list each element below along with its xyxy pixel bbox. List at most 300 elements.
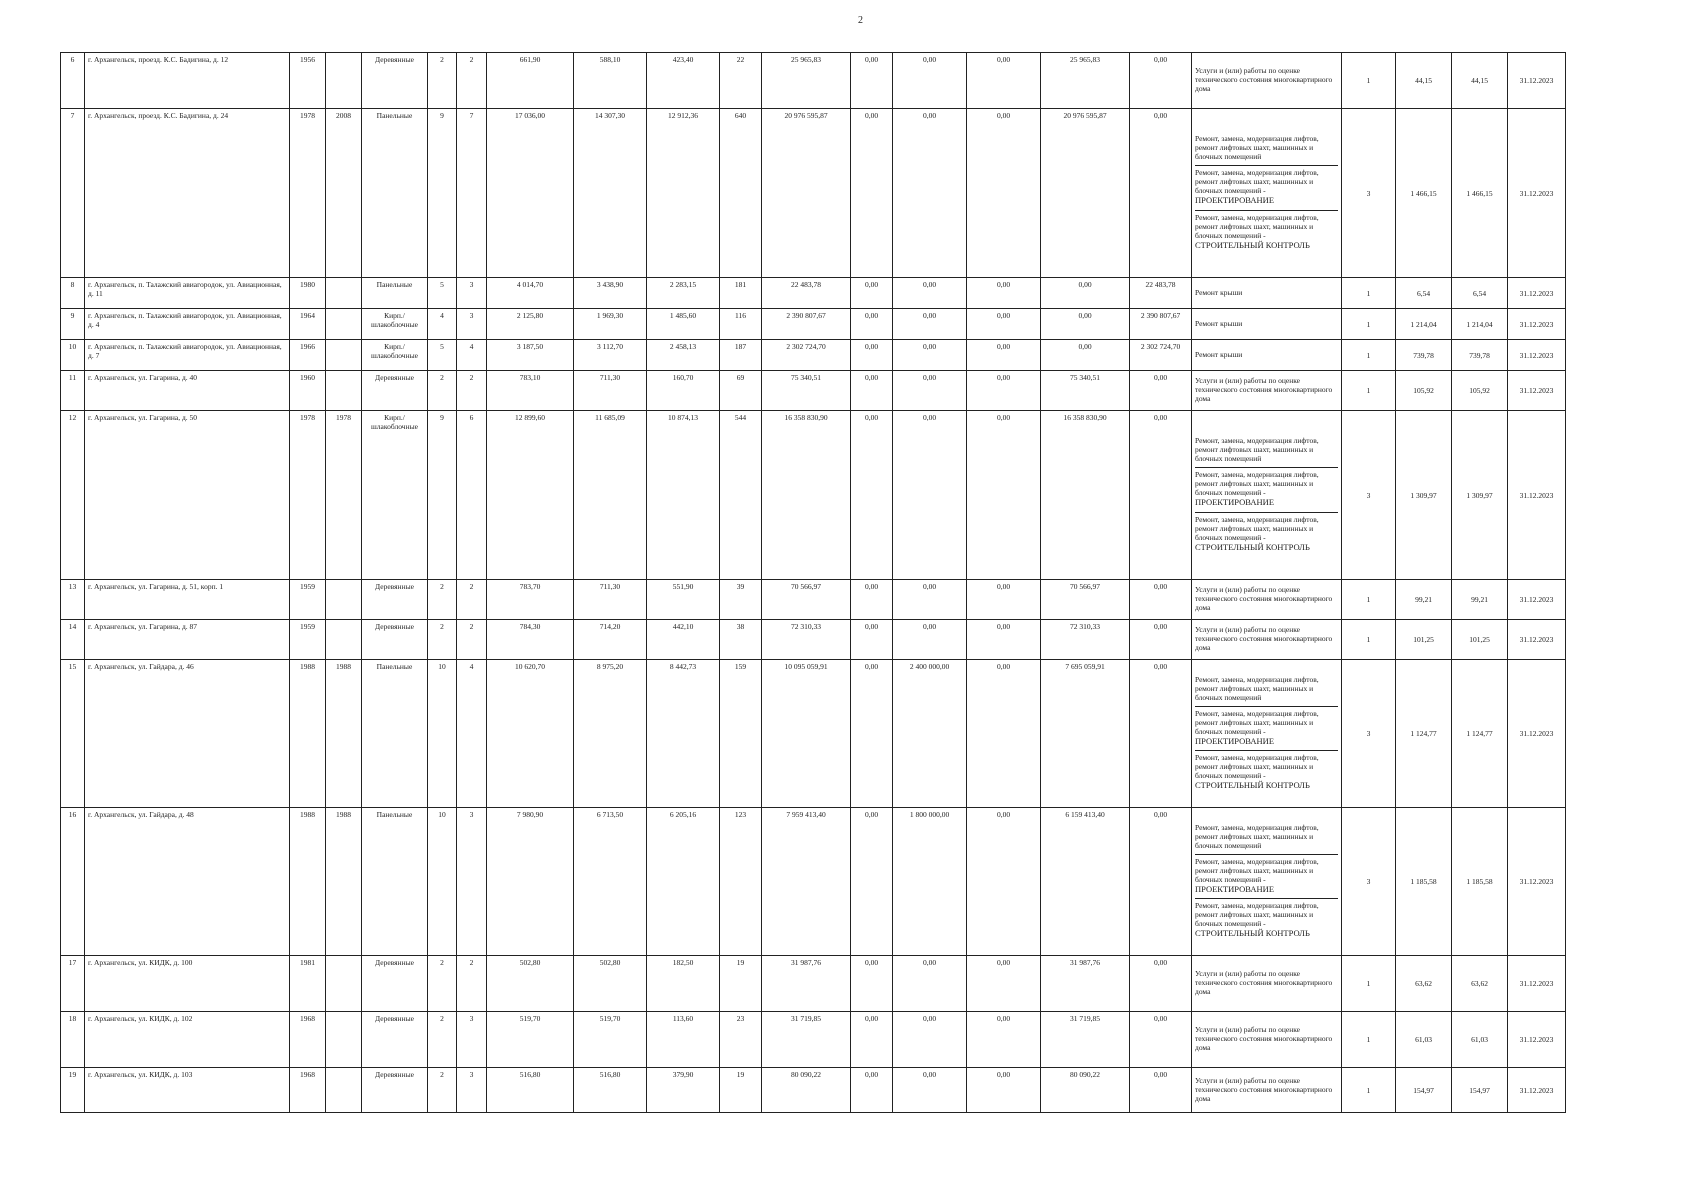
cell-year-built: 1978: [290, 109, 326, 278]
work-item: [1195, 706, 1338, 750]
cell-area-living: 3 112,70: [574, 340, 647, 371]
work-text: Ремонт, замена, модернизация лифтов, ремонт лифтовых шахт, машинных и блочных помещений: [1195, 822, 1319, 850]
cell-area-living: 1 969,30: [574, 309, 647, 340]
work-text: Услуги и (или) работы по оценке технического состояния многоквартирного дома: [1195, 1075, 1333, 1103]
cell-works: [1192, 580, 1342, 620]
cell-address: г. Архангельск, ул. КИДК, д. 102: [85, 1012, 290, 1068]
cell-year-built: 1968: [290, 1012, 326, 1068]
cell-wall-material: Панельные: [362, 808, 428, 956]
cell-year-built: 1959: [290, 620, 326, 660]
cell-area-owned: 2 283,15: [647, 278, 720, 309]
cell-spec-cost: 1 309,97: [1396, 411, 1452, 580]
cell-year-built: 1980: [290, 278, 326, 309]
cell-works-count: 1: [1342, 371, 1396, 411]
cell-fund-owners: 0,00: [1041, 340, 1130, 371]
cell-deadline: 31.12.2023: [1508, 340, 1566, 371]
cell-year-built: 1960: [290, 371, 326, 411]
cell-fund-owners: 16 358 830,90: [1041, 411, 1130, 580]
cell-fund-other: 0,00: [1130, 808, 1192, 956]
cell-fund-reg: 0,00: [893, 53, 967, 109]
cell-entrances: 2: [457, 371, 487, 411]
cell-floors: 4: [428, 309, 457, 340]
cell-fund-loc: 0,00: [967, 1068, 1041, 1113]
cell-fund-loc: 0,00: [967, 278, 1041, 309]
cell-entrances: 3: [457, 808, 487, 956]
cell-year-built: 1968: [290, 1068, 326, 1113]
cell-fund-loc: 0,00: [967, 620, 1041, 660]
work-item: [1195, 64, 1338, 97]
cell-works-count: 1: [1342, 1068, 1396, 1113]
cell-num: 17: [61, 956, 85, 1012]
cell-year-repair: 2008: [326, 109, 362, 278]
cell-fund-loc: 0,00: [967, 956, 1041, 1012]
cell-year-repair: [326, 309, 362, 340]
cell-cost-total: 2 390 807,67: [762, 309, 851, 340]
cell-fund-other: 0,00: [1130, 660, 1192, 808]
cell-works: [1192, 620, 1342, 660]
cell-year-built: 1978: [290, 411, 326, 580]
work-text: Ремонт, замена, модернизация лифтов, ремонт лифтовых шахт, машинных и блочных помещений -: [1195, 470, 1319, 498]
cell-area-owned: 10 874,13: [647, 411, 720, 580]
cell-spec-cost: 739,78: [1396, 340, 1452, 371]
work-text: Ремонт, замена, модернизация лифтов, ремонт лифтовых шахт, машинных и блочных помещений: [1195, 674, 1319, 702]
cell-works-count: 3: [1342, 109, 1396, 278]
cell-works: [1192, 956, 1342, 1012]
work-item: [1195, 434, 1338, 467]
cell-area-living: 3 438,90: [574, 278, 647, 309]
table-row: [61, 1012, 1566, 1068]
cell-floors: 10: [428, 660, 457, 808]
cell-fund-fed: 0,00: [851, 340, 893, 371]
cell-num: 9: [61, 309, 85, 340]
table-row: [61, 53, 1566, 109]
cell-area-living: 6 713,50: [574, 808, 647, 956]
cell-spec-cost: 1 214,04: [1396, 309, 1452, 340]
work-text: Ремонт крыши: [1195, 318, 1243, 328]
cell-entrances: 3: [457, 1012, 487, 1068]
cell-fund-other: 0,00: [1130, 53, 1192, 109]
cell-fund-other: 0,00: [1130, 411, 1192, 580]
cell-residents: 19: [720, 956, 762, 1012]
cell-fund-fed: 0,00: [851, 371, 893, 411]
cell-works: [1192, 411, 1342, 580]
cell-area-total: 7 980,90: [487, 808, 574, 956]
cell-area-total: 2 125,80: [487, 309, 574, 340]
cell-fund-loc: 0,00: [967, 411, 1041, 580]
work-item: [1195, 1074, 1338, 1107]
cell-area-owned: 8 442,73: [647, 660, 720, 808]
cell-fund-loc: 0,00: [967, 660, 1041, 808]
cell-residents: 640: [720, 109, 762, 278]
cell-wall-material: Деревянные: [362, 1012, 428, 1068]
work-item: [1195, 854, 1338, 898]
cell-entrances: 4: [457, 660, 487, 808]
work-stage: ПРОЕКТИРОВАНИЕ: [1195, 497, 1275, 508]
work-item: [1195, 165, 1338, 209]
cell-max-cost: 6,54: [1452, 278, 1508, 309]
work-text: Ремонт, замена, модернизация лифтов, ремонт лифтовых шахт, машинных и блочных помещений -: [1195, 514, 1319, 542]
cell-area-living: 14 307,30: [574, 109, 647, 278]
cell-works-count: 1: [1342, 620, 1396, 660]
work-text: Услуги и (или) работы по оценке технического состояния многоквартирного дома: [1195, 66, 1333, 93]
cell-cost-total: 25 965,83: [762, 53, 851, 109]
cell-area-owned: 160,70: [647, 371, 720, 411]
cell-fund-loc: 0,00: [967, 1012, 1041, 1068]
cell-num: 6: [61, 53, 85, 109]
cell-fund-reg: 0,00: [893, 580, 967, 620]
cell-num: 11: [61, 371, 85, 411]
cell-area-living: 11 685,09: [574, 411, 647, 580]
cell-fund-owners: 7 695 059,91: [1041, 660, 1130, 808]
cell-fund-owners: 75 340,51: [1041, 371, 1130, 411]
cell-num: 12: [61, 411, 85, 580]
cell-address: г. Архангельск, ул. Гайдара, д. 48: [85, 808, 290, 956]
cell-year-repair: 1988: [326, 660, 362, 808]
cell-area-owned: 423,40: [647, 53, 720, 109]
cell-cost-total: 72 310,33: [762, 620, 851, 660]
cell-area-total: 17 036,00: [487, 109, 574, 278]
cell-fund-fed: 0,00: [851, 956, 893, 1012]
cell-area-living: 711,30: [574, 371, 647, 411]
cell-fund-other: 0,00: [1130, 1068, 1192, 1113]
work-item: [1195, 467, 1338, 511]
cell-entrances: 2: [457, 620, 487, 660]
work-text: Ремонт, замена, модернизация лифтов, ремонт лифтовых шахт, машинных и блочных помещений: [1195, 134, 1319, 162]
work-stage: СТРОИТЕЛЬНЫЙ КОНТРОЛЬ: [1195, 239, 1310, 250]
cell-entrances: 3: [457, 309, 487, 340]
work-item: [1195, 286, 1338, 301]
work-item: [1195, 821, 1338, 854]
work-item: [1195, 1023, 1338, 1056]
cell-cost-total: 70 566,97: [762, 580, 851, 620]
cell-deadline: 31.12.2023: [1508, 309, 1566, 340]
cell-year-built: 1988: [290, 808, 326, 956]
table-row: [61, 340, 1566, 371]
cell-num: 7: [61, 109, 85, 278]
table-row: [61, 371, 1566, 411]
cell-residents: 38: [720, 620, 762, 660]
table-row: [61, 660, 1566, 808]
work-text: Ремонт, замена, модернизация лифтов, ремонт лифтовых шахт, машинных и блочных помещений -: [1195, 168, 1319, 196]
cell-deadline: 31.12.2023: [1508, 53, 1566, 109]
work-text: Услуги и (или) работы по оценке технического состояния многоквартирного дома: [1195, 969, 1333, 996]
cell-year-repair: 1988: [326, 808, 362, 956]
cell-fund-loc: 0,00: [967, 808, 1041, 956]
cell-floors: 5: [428, 340, 457, 371]
cell-cost-total: 80 090,22: [762, 1068, 851, 1113]
table-row: [61, 580, 1566, 620]
cell-deadline: 31.12.2023: [1508, 109, 1566, 278]
cell-works: [1192, 1068, 1342, 1113]
cell-fund-loc: 0,00: [967, 109, 1041, 278]
cell-area-total: 784,30: [487, 620, 574, 660]
cell-works: [1192, 109, 1342, 278]
work-text: Ремонт, замена, модернизация лифтов, ремонт лифтовых шахт, машинных и блочных помещений -: [1195, 753, 1319, 780]
cell-fund-reg: 0,00: [893, 620, 967, 660]
cell-area-living: 711,30: [574, 580, 647, 620]
cell-fund-owners: 31 719,85: [1041, 1012, 1130, 1068]
cell-address: г. Архангельск, ул. Гагарина, д. 51, корп. 1: [85, 580, 290, 620]
cell-entrances: 2: [457, 956, 487, 1012]
table-row: [61, 1068, 1566, 1113]
cell-year-built: 1964: [290, 309, 326, 340]
cell-max-cost: 154,97: [1452, 1068, 1508, 1113]
work-item: [1195, 210, 1338, 254]
cell-area-total: 519,70: [487, 1012, 574, 1068]
cell-area-owned: 442,10: [647, 620, 720, 660]
cell-spec-cost: 63,62: [1396, 956, 1452, 1012]
cell-works-count: 1: [1342, 309, 1396, 340]
cell-fund-fed: 0,00: [851, 660, 893, 808]
table-row: [61, 808, 1566, 956]
cell-works: [1192, 53, 1342, 109]
cell-year-built: 1956: [290, 53, 326, 109]
cell-area-living: 588,10: [574, 53, 647, 109]
cell-address: г. Архангельск, ул. КИДК, д. 100: [85, 956, 290, 1012]
cell-deadline: 31.12.2023: [1508, 580, 1566, 620]
cell-fund-fed: 0,00: [851, 580, 893, 620]
cell-num: 13: [61, 580, 85, 620]
cell-num: 18: [61, 1012, 85, 1068]
cell-works-count: 3: [1342, 808, 1396, 956]
cell-year-repair: [326, 956, 362, 1012]
cell-area-owned: 12 912,36: [647, 109, 720, 278]
cell-wall-material: Кирп./ шлакоблочные: [362, 340, 428, 371]
cell-cost-total: 20 976 595,87: [762, 109, 851, 278]
cell-fund-owners: 72 310,33: [1041, 620, 1130, 660]
cell-area-total: 661,90: [487, 53, 574, 109]
cell-num: 16: [61, 808, 85, 956]
cell-address: г. Архангельск, п. Талажский авиагородок, ул. Авиационная, д. 7: [85, 340, 290, 371]
cell-wall-material: Деревянные: [362, 956, 428, 1012]
table-row: [61, 956, 1566, 1012]
work-item: [1195, 673, 1338, 706]
cell-fund-other: 0,00: [1130, 371, 1192, 411]
cell-works: [1192, 340, 1342, 371]
cell-entrances: 7: [457, 109, 487, 278]
cell-fund-fed: 0,00: [851, 109, 893, 278]
table-row: [61, 309, 1566, 340]
cell-spec-cost: 1 185,58: [1396, 808, 1452, 956]
cell-fund-reg: 0,00: [893, 278, 967, 309]
cell-residents: 187: [720, 340, 762, 371]
table-row: [61, 109, 1566, 278]
cell-wall-material: Деревянные: [362, 371, 428, 411]
cell-year-repair: 1978: [326, 411, 362, 580]
cell-floors: 10: [428, 808, 457, 956]
cell-works-count: 3: [1342, 411, 1396, 580]
cell-cost-total: 31 987,76: [762, 956, 851, 1012]
cell-max-cost: 1 214,04: [1452, 309, 1508, 340]
cell-works-count: 1: [1342, 278, 1396, 309]
cell-area-living: 502,80: [574, 956, 647, 1012]
cell-max-cost: 61,03: [1452, 1012, 1508, 1068]
cell-area-living: 8 975,20: [574, 660, 647, 808]
cell-year-repair: [326, 278, 362, 309]
work-text: Ремонт, замена, модернизация лифтов, ремонт лифтовых шахт, машинных и блочных помещений -: [1195, 901, 1319, 928]
cell-fund-fed: 0,00: [851, 808, 893, 956]
work-item: [1195, 374, 1338, 407]
cell-fund-reg: 0,00: [893, 340, 967, 371]
cell-num: 10: [61, 340, 85, 371]
cell-wall-material: Панельные: [362, 660, 428, 808]
cell-floors: 2: [428, 1068, 457, 1113]
cell-fund-loc: 0,00: [967, 309, 1041, 340]
work-item: [1195, 623, 1338, 656]
work-item: [1195, 132, 1338, 165]
cell-fund-reg: 0,00: [893, 411, 967, 580]
cell-fund-other: 2 390 807,67: [1130, 309, 1192, 340]
work-stage: ПРОЕКТИРОВАНИЕ: [1195, 883, 1275, 894]
work-text: Ремонт, замена, модернизация лифтов, ремонт лифтовых шахт, машинных и блочных помещений -: [1195, 212, 1319, 240]
cell-entrances: 6: [457, 411, 487, 580]
cell-year-built: 1966: [290, 340, 326, 371]
cell-fund-owners: 80 090,22: [1041, 1068, 1130, 1113]
cell-year-repair: [326, 53, 362, 109]
cell-works-count: 1: [1342, 1012, 1396, 1068]
cell-year-built: 1981: [290, 956, 326, 1012]
cell-year-repair: [326, 340, 362, 371]
cell-cost-total: 16 358 830,90: [762, 411, 851, 580]
cell-fund-fed: 0,00: [851, 411, 893, 580]
work-item: [1195, 967, 1338, 1000]
cell-residents: 116: [720, 309, 762, 340]
cell-max-cost: 739,78: [1452, 340, 1508, 371]
cell-max-cost: 1 185,58: [1452, 808, 1508, 956]
cell-fund-owners: 25 965,83: [1041, 53, 1130, 109]
cell-works: [1192, 660, 1342, 808]
cell-cost-total: 22 483,78: [762, 278, 851, 309]
cell-cost-total: 2 302 724,70: [762, 340, 851, 371]
cell-num: 8: [61, 278, 85, 309]
work-stage: СТРОИТЕЛЬНЫЙ КОНТРОЛЬ: [1195, 541, 1310, 552]
cell-spec-cost: 1 124,77: [1396, 660, 1452, 808]
work-text: Услуги и (или) работы по оценке технического состояния многоквартирного дома: [1195, 625, 1333, 652]
cell-fund-owners: 0,00: [1041, 309, 1130, 340]
cell-spec-cost: 105,92: [1396, 371, 1452, 411]
cell-residents: 544: [720, 411, 762, 580]
cell-spec-cost: 61,03: [1396, 1012, 1452, 1068]
cell-fund-owners: 6 159 413,40: [1041, 808, 1130, 956]
cell-wall-material: Кирп./ шлакоблочные: [362, 309, 428, 340]
table-body: [61, 53, 1566, 1113]
work-item: [1195, 317, 1338, 332]
cell-works: [1192, 278, 1342, 309]
cell-fund-other: 0,00: [1130, 1012, 1192, 1068]
cell-fund-owners: 70 566,97: [1041, 580, 1130, 620]
work-text: Ремонт крыши: [1195, 349, 1243, 359]
cell-floors: 5: [428, 278, 457, 309]
cell-works-count: 3: [1342, 660, 1396, 808]
table-row: [61, 278, 1566, 309]
cell-address: г. Архангельск, п. Талажский авиагородок, ул. Авиационная, д. 4: [85, 309, 290, 340]
cell-fund-reg: 0,00: [893, 956, 967, 1012]
cell-area-owned: 2 458,13: [647, 340, 720, 371]
cell-fund-fed: 0,00: [851, 278, 893, 309]
cell-address: г. Архангельск, проезд. К.С. Бадигина, д. 12: [85, 53, 290, 109]
cell-max-cost: 63,62: [1452, 956, 1508, 1012]
cell-area-living: 714,20: [574, 620, 647, 660]
cell-fund-other: 2 302 724,70: [1130, 340, 1192, 371]
cell-area-owned: 182,50: [647, 956, 720, 1012]
work-item: [1195, 512, 1338, 556]
cell-address: г. Архангельск, проезд. К.С. Бадигина, д. 24: [85, 109, 290, 278]
cell-residents: 23: [720, 1012, 762, 1068]
cell-area-total: 783,70: [487, 580, 574, 620]
cell-cost-total: 10 095 059,91: [762, 660, 851, 808]
cell-area-total: 502,80: [487, 956, 574, 1012]
cell-residents: 181: [720, 278, 762, 309]
cell-num: 15: [61, 660, 85, 808]
work-stage: ПРОЕКТИРОВАНИЕ: [1195, 735, 1275, 746]
cell-wall-material: Панельные: [362, 109, 428, 278]
cell-wall-material: Кирп./ шлакоблочные: [362, 411, 428, 580]
cell-wall-material: Деревянные: [362, 620, 428, 660]
cell-fund-loc: 0,00: [967, 340, 1041, 371]
cell-deadline: 31.12.2023: [1508, 956, 1566, 1012]
cell-max-cost: 44,15: [1452, 53, 1508, 109]
cell-residents: 22: [720, 53, 762, 109]
work-stage: СТРОИТЕЛЬНЫЙ КОНТРОЛЬ: [1195, 928, 1310, 938]
cell-entrances: 3: [457, 1068, 487, 1113]
cell-area-total: 516,80: [487, 1068, 574, 1113]
cell-year-built: 1959: [290, 580, 326, 620]
cell-max-cost: 1 466,15: [1452, 109, 1508, 278]
cell-spec-cost: 6,54: [1396, 278, 1452, 309]
cell-num: 19: [61, 1068, 85, 1113]
cell-area-total: 4 014,70: [487, 278, 574, 309]
cell-fund-owners: 0,00: [1041, 278, 1130, 309]
cell-area-total: 10 620,70: [487, 660, 574, 808]
cell-fund-reg: 0,00: [893, 1068, 967, 1113]
cell-address: г. Архангельск, ул. Гагарина, д. 87: [85, 620, 290, 660]
cell-area-owned: 379,90: [647, 1068, 720, 1113]
cell-entrances: 4: [457, 340, 487, 371]
cell-cost-total: 7 959 413,40: [762, 808, 851, 956]
work-text: Услуги и (или) работы по оценке технического состояния многоквартирного дома: [1195, 376, 1333, 403]
cell-deadline: 31.12.2023: [1508, 411, 1566, 580]
work-text: Услуги и (или) работы по оценке технического состояния многоквартирного дома: [1195, 585, 1333, 612]
cell-area-owned: 6 205,16: [647, 808, 720, 956]
cell-fund-reg: 0,00: [893, 371, 967, 411]
cell-year-repair: [326, 1012, 362, 1068]
cell-floors: 2: [428, 956, 457, 1012]
work-text: Услуги и (или) работы по оценке технического состояния многоквартирного дома: [1195, 1025, 1333, 1052]
cell-fund-fed: 0,00: [851, 1068, 893, 1113]
cell-area-living: 519,70: [574, 1012, 647, 1068]
cell-fund-reg: 0,00: [893, 309, 967, 340]
cell-floors: 9: [428, 411, 457, 580]
cell-residents: 123: [720, 808, 762, 956]
cell-deadline: 31.12.2023: [1508, 620, 1566, 660]
cell-floors: 2: [428, 1012, 457, 1068]
cell-year-repair: [326, 1068, 362, 1113]
work-item: [1195, 348, 1338, 363]
cell-spec-cost: 44,15: [1396, 53, 1452, 109]
cell-wall-material: Панельные: [362, 278, 428, 309]
cell-spec-cost: 101,25: [1396, 620, 1452, 660]
cell-cost-total: 31 719,85: [762, 1012, 851, 1068]
cell-fund-owners: 31 987,76: [1041, 956, 1130, 1012]
cell-address: г. Архангельск, ул. Гагарина, д. 40: [85, 371, 290, 411]
cell-fund-other: 0,00: [1130, 109, 1192, 278]
cell-fund-loc: 0,00: [967, 371, 1041, 411]
cell-deadline: 31.12.2023: [1508, 1068, 1566, 1113]
page-number: 2: [858, 15, 863, 26]
cell-spec-cost: 99,21: [1396, 580, 1452, 620]
cell-residents: 69: [720, 371, 762, 411]
cell-area-owned: 551,90: [647, 580, 720, 620]
